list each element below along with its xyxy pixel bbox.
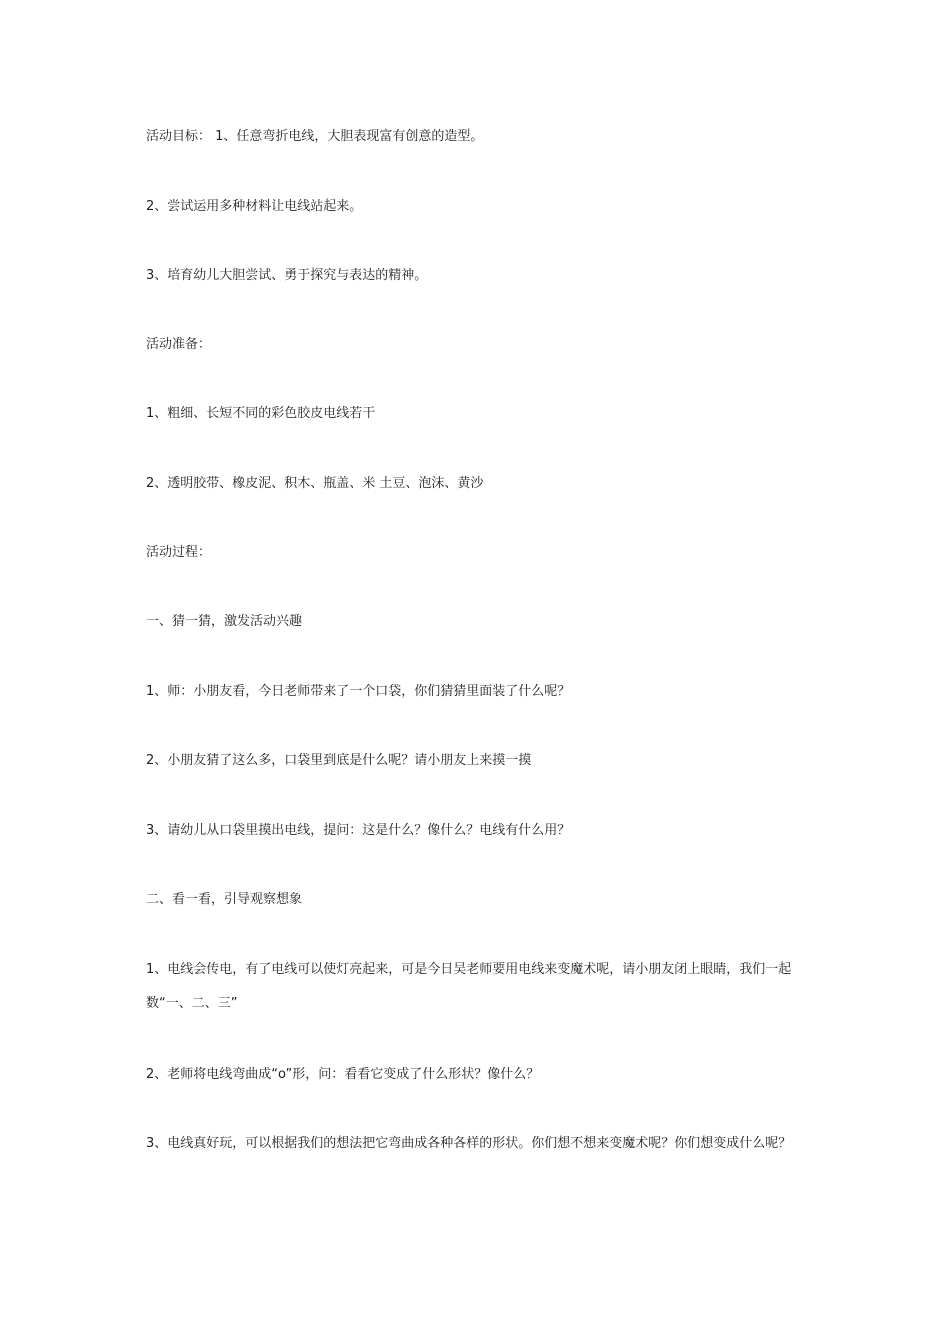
activity-goal-1: 活动目标： 1、任意弯折电线，大胆表现富有创意的造型。: [146, 129, 484, 144]
process-heading: 活动过程：: [146, 545, 212, 560]
section-two-item-1: 1、电线会传电，有了电线可以使灯亮起来，可是今日吴老师要用电线来变魔术呢，请小朋友闭上眼睛，我们一起数“一、二、三”: [146, 962, 792, 1011]
activity-goal-3: 3、培育幼儿大胆尝试、勇于探究与表达的精神。: [146, 268, 428, 283]
preparation-item-2: 2、透明胶带、橡皮泥、积木、瓶盖、米 土豆、泡沫、黄沙: [146, 476, 484, 491]
section-two-item-3: 3、电线真好玩，可以根据我们的想法把它弯曲成各种各样的形状。你们想不想来变魔术呢？你们想变成什么呢？: [146, 1136, 792, 1151]
section-two-heading: 二、看一看，引导观察想象: [146, 892, 303, 907]
section-one-heading: 一、猜一猜，激发活动兴趣: [146, 614, 303, 629]
preparation-heading: 活动准备：: [146, 337, 212, 352]
section-one-item-1: 1、师：小朋友看，今日老师带来了一个口袋，你们猜猜里面装了什么呢？: [146, 684, 571, 699]
section-two-item-2: 2、老师将电线弯曲成“o”形，问：看看它变成了什么形状？像什么？: [146, 1067, 540, 1082]
activity-goal-2: 2、尝试运用多种材料让电线站起来。: [146, 199, 363, 214]
section-one-item-3: 3、请幼儿从口袋里摸出电线，提问：这是什么？像什么？电线有什么用？: [146, 823, 571, 838]
preparation-item-1: 1、粗细、长短不同的彩色胶皮电线若干: [146, 406, 376, 421]
section-one-item-2: 2、小朋友猜了这么多，口袋里到底是什么呢？请小朋友上来摸一摸: [146, 753, 532, 768]
